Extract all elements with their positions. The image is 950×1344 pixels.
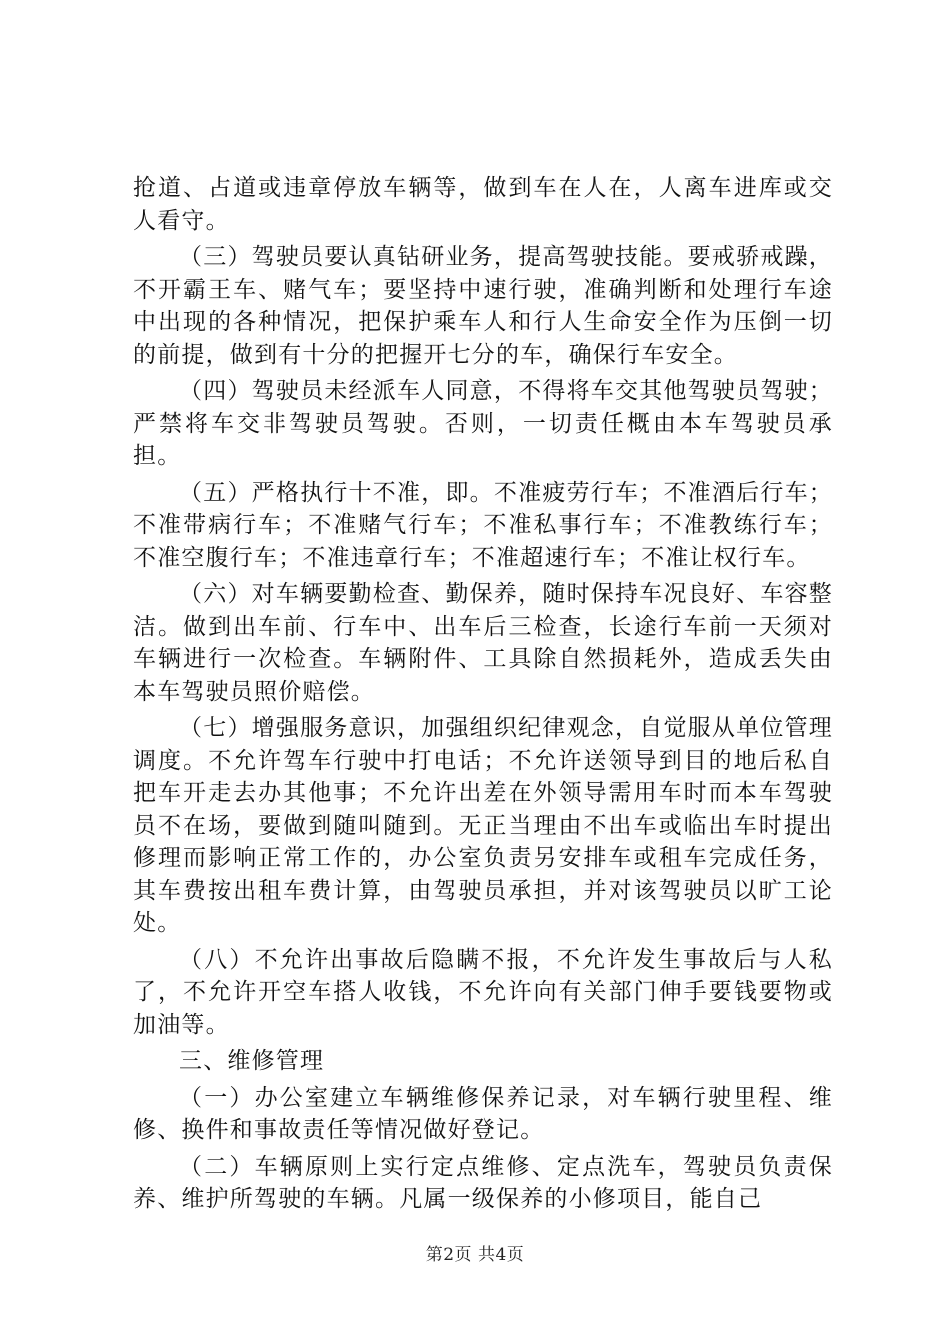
paragraph-item-8: （八）不允许出事故后隐瞒不报，不允许发生事故后与人私了，不允许开空车搭人收钱，不允许向有关部门伸手要钱要物或加油等。 xyxy=(133,946,833,1038)
paragraph-item-5: （五）严格执行十不准，即。不准疲劳行车；不准酒后行车；不准带病行车；不准赌气行车；不准私事行车；不准教练行车；不准空腹行车；不准违章行车；不准超速行车；不准让权行车。 xyxy=(133,479,833,571)
paragraph-continuation: 抢道、占道或违章停放车辆等，做到车在人在，人离车进库或交人看守。 xyxy=(133,175,833,234)
paragraph-item-6: （六）对车辆要勤检查、勤保养，随时保持车况良好、车容整洁。做到出车前、行车中、出车后三检查，长途行车前一天须对车辆进行一次检查。车辆附件、工具除自然损耗外，造成丢失由本车驾驶员照价赔偿。 xyxy=(133,581,833,705)
paragraph-maintenance-2: （二）车辆原则上实行定点维修、定点洗车，驾驶员负责保养、维护所驾驶的车辆。凡属一级保养的小修项目，能自己 xyxy=(133,1153,833,1212)
paragraph-item-4: （四）驾驶员未经派车人同意，不得将车交其他驾驶员驾驶；严禁将车交非驾驶员驾驶。否则，一切责任概由本车驾驶员承担。 xyxy=(133,378,833,469)
document-body xyxy=(133,172,833,1220)
paragraph-maintenance-1: （一）办公室建立车辆维修保养记录，对车辆行驶里程、维修、换件和事故责任等情况做好登记。 xyxy=(133,1084,833,1143)
page-number-footer: 第2页 共4页 xyxy=(425,1245,525,1265)
paragraph-item-7: （七）增强服务意识，加强组织纪律观念，自觉服从单位管理调度。不允许驾车行驶中打电话；不允许送领导到目的地后私自把车开走去办其他事；不允许出差在外领导需用车时而本车驾驶员不在场，要做到随叫随到。无正当理由不出车或临出车时提出修理而影响正常工作的，办公室负责另安排车或租车完成任务，其车费按出租车费计算，由驾驶员承担，并对该驾驶员以旷工论处。 xyxy=(133,715,833,936)
paragraph-item-3: （三）驾驶员要认真钻研业务，提高驾驶技能。要戒骄戒躁，不开霸王车、赌气车；要坚持中速行驶，准确判断和处理行车途中出现的各种情况，把保护乘车人和行人生命安全作为压倒一切的前提，做到有十分的把握开七分的车，确保行车安全。 xyxy=(133,244,833,368)
section-heading-maintenance: 三、维修管理 xyxy=(179,1048,325,1074)
